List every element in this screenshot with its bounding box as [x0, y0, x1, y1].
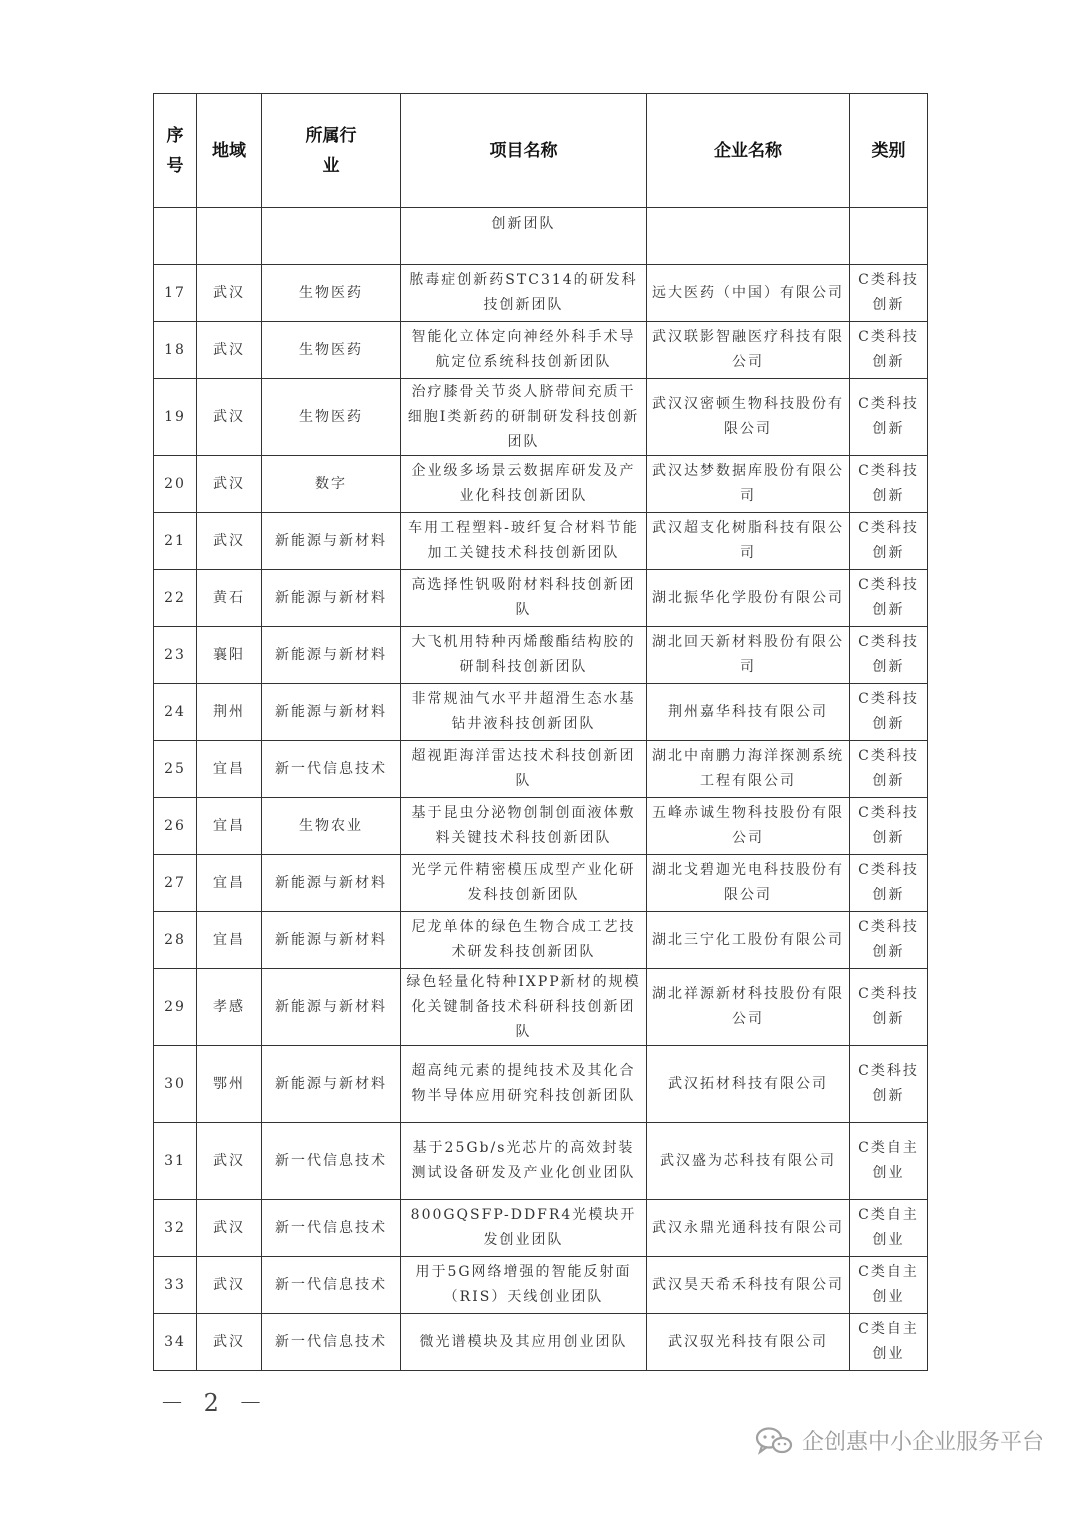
table-row	[154, 684, 928, 741]
header-project: 项目名称	[401, 94, 647, 208]
cell-company: 荆州嘉华科技有限公司	[647, 684, 850, 741]
cell-project: 非常规油气水平井超滑生态水基钻井液科技创新团队	[401, 684, 647, 741]
cell-company: 武汉永鼎光通科技有限公司	[647, 1200, 850, 1257]
cell-region: 武汉	[197, 379, 262, 456]
cell-seq: 27	[154, 855, 197, 912]
cell-industry: 新能源与新材料	[262, 912, 401, 969]
cell-seq: 18	[154, 322, 197, 379]
cell-seq: 32	[154, 1200, 197, 1257]
cell-project: 脓毒症创新药STC314的研发科技创新团队	[401, 265, 647, 322]
cell-seq: 34	[154, 1314, 197, 1371]
header-category: 类别	[850, 94, 928, 208]
cell-region: 武汉	[197, 456, 262, 513]
cell-region: 荆州	[197, 684, 262, 741]
cell-category: C类自主创业	[850, 1314, 928, 1371]
table-row	[154, 1046, 928, 1123]
cell-project: 800GQSFP-DDFR4光模块开发创业团队	[401, 1200, 647, 1257]
cell-region: 武汉	[197, 265, 262, 322]
cell-company: 武汉昊天希禾科技有限公司	[647, 1257, 850, 1314]
cell-region: 孝感	[197, 969, 262, 1046]
cell-company: 武汉拓材科技有限公司	[647, 1046, 850, 1123]
cell-project: 基于昆虫分泌物创制创面液体敷料关键技术科技创新团队	[401, 798, 647, 855]
cell-industry: 生物医药	[262, 265, 401, 322]
cell-category: C类科技创新	[850, 1046, 928, 1123]
table-row	[154, 855, 928, 912]
cell-region: 宜昌	[197, 741, 262, 798]
cell-industry: 新能源与新材料	[262, 855, 401, 912]
cell-project: 大飞机用特种丙烯酸酯结构胶的研制科技创新团队	[401, 627, 647, 684]
cell-company: 远大医药（中国）有限公司	[647, 265, 850, 322]
cell-region: 武汉	[197, 322, 262, 379]
cell-industry: 新能源与新材料	[262, 570, 401, 627]
cell-category: C类科技创新	[850, 627, 928, 684]
cell-industry: 生物医药	[262, 322, 401, 379]
cell-seq: 30	[154, 1046, 197, 1123]
cell-category: C类科技创新	[850, 322, 928, 379]
cell-category: C类科技创新	[850, 513, 928, 570]
table-row	[154, 912, 928, 969]
table-row	[154, 1200, 928, 1257]
watermark	[754, 1425, 1044, 1456]
table-header-row	[154, 94, 928, 208]
cell-category: C类科技创新	[850, 456, 928, 513]
header-seq: 序号	[154, 94, 197, 208]
cell-region: 武汉	[197, 1123, 262, 1200]
cell-project: 超视距海洋雷达技术科技创新团队	[401, 741, 647, 798]
cell-region: 鄂州	[197, 1046, 262, 1123]
cell-category: C类科技创新	[850, 379, 928, 456]
table-row	[154, 969, 928, 1046]
cell-industry: 生物农业	[262, 798, 401, 855]
cell-company: 武汉联影智融医疗科技有限公司	[647, 322, 850, 379]
cell-category: C类科技创新	[850, 684, 928, 741]
cell-category: C类自主创业	[850, 1123, 928, 1200]
cell-seq: 20	[154, 456, 197, 513]
table-row	[154, 1257, 928, 1314]
cell-company: 湖北三宁化工股份有限公司	[647, 912, 850, 969]
cell-project: 光学元件精密模压成型产业化研发科技创新团队	[401, 855, 647, 912]
table-row	[154, 322, 928, 379]
cell-project: 超高纯元素的提纯技术及其化合物半导体应用研究科技创新团队	[401, 1046, 647, 1123]
wechat-icon	[754, 1426, 794, 1456]
cell-project: 治疗膝骨关节炎人脐带间充质干细胞Ⅰ类新药的研制研发科技创新团队	[401, 379, 647, 456]
cell-industry: 数字	[262, 456, 401, 513]
cell-region: 黄石	[197, 570, 262, 627]
cell-industry: 新一代信息技术	[262, 1200, 401, 1257]
cell-industry: 新一代信息技术	[262, 1123, 401, 1200]
cell-category: C类科技创新	[850, 570, 928, 627]
cell-industry: 新一代信息技术	[262, 741, 401, 798]
cell-region: 宜昌	[197, 912, 262, 969]
header-company: 企业名称	[647, 94, 850, 208]
cell-seq: 19	[154, 379, 197, 456]
cell-project: 基于25Gb/s光芯片的高效封装测试设备研发及产业化创业团队	[401, 1123, 647, 1200]
cell-company: 湖北戈碧迦光电科技股份有限公司	[647, 855, 850, 912]
cell-region: 武汉	[197, 1314, 262, 1371]
cell-category: C类科技创新	[850, 741, 928, 798]
table-row	[154, 798, 928, 855]
header-industry: 所属行业	[262, 94, 401, 208]
table-row	[154, 627, 928, 684]
table-row	[154, 570, 928, 627]
cell-industry: 新能源与新材料	[262, 627, 401, 684]
cell-region: 武汉	[197, 1200, 262, 1257]
cell-seq: 22	[154, 570, 197, 627]
cell-company: 武汉驭光科技有限公司	[647, 1314, 850, 1371]
cell-company: 湖北中南鹏力海洋探测系统工程有限公司	[647, 741, 850, 798]
cell-category: C类自主创业	[850, 1200, 928, 1257]
cell-project: 企业级多场景云数据库研发及产业化科技创新团队	[401, 456, 647, 513]
page-number: － 2 －	[160, 1389, 269, 1417]
cell-region: 襄阳	[197, 627, 262, 684]
table-row	[154, 1314, 928, 1371]
cell-category: C类科技创新	[850, 912, 928, 969]
cell-company: 武汉达梦数据库股份有限公司	[647, 456, 850, 513]
cell-category: C类科技创新	[850, 855, 928, 912]
cell-company: 武汉盛为芯科技有限公司	[647, 1123, 850, 1200]
cell-project: 尼龙单体的绿色生物合成工艺技术研发科技创新团队	[401, 912, 647, 969]
cell-company: 湖北回天新材料股份有限公司	[647, 627, 850, 684]
cell-seq: 23	[154, 627, 197, 684]
cell-project: 微光谱模块及其应用创业团队	[401, 1314, 647, 1371]
cell-category: C类科技创新	[850, 969, 928, 1046]
cell-industry: 生物医药	[262, 379, 401, 456]
cell-region: 武汉	[197, 1257, 262, 1314]
cell-seq: 17	[154, 265, 197, 322]
watermark-text: 企创惠中小企业服务平台	[801, 1430, 1044, 1455]
table-row	[154, 379, 928, 456]
cell-seq: 29	[154, 969, 197, 1046]
cell-seq: 28	[154, 912, 197, 969]
project-table	[153, 93, 928, 1371]
cell-project: 绿色轻量化特种IXPP新材的规模化关键制备技术科研科技创新团队	[401, 969, 647, 1046]
cell-company: 武汉汉密顿生物科技股份有限公司	[647, 379, 850, 456]
cell-category: C类科技创新	[850, 265, 928, 322]
cell-region: 宜昌	[197, 798, 262, 855]
cell-seq: 21	[154, 513, 197, 570]
cell-region: 宜昌	[197, 855, 262, 912]
continuation-row	[154, 208, 928, 265]
header-region: 地域	[197, 94, 262, 208]
cell-company: 五峰赤诚生物科技股份有限公司	[647, 798, 850, 855]
cell-industry: 新一代信息技术	[262, 1314, 401, 1371]
cell-company: 湖北祥源新材科技股份有限公司	[647, 969, 850, 1046]
cell-industry: 新能源与新材料	[262, 513, 401, 570]
continuation-text: 创新团队	[401, 208, 647, 265]
cell-region: 武汉	[197, 513, 262, 570]
cell-seq: 25	[154, 741, 197, 798]
cell-project: 用于5G网络增强的智能反射面（RIS）天线创业团队	[401, 1257, 647, 1314]
table-row	[154, 1123, 928, 1200]
cell-seq: 24	[154, 684, 197, 741]
table-row	[154, 741, 928, 798]
table-row	[154, 456, 928, 513]
cell-category: C类自主创业	[850, 1257, 928, 1314]
cell-company: 武汉超支化树脂科技有限公司	[647, 513, 850, 570]
cell-industry: 新能源与新材料	[262, 1046, 401, 1123]
cell-project: 智能化立体定向神经外科手术导航定位系统科技创新团队	[401, 322, 647, 379]
cell-company: 湖北振华化学股份有限公司	[647, 570, 850, 627]
table-row	[154, 265, 928, 322]
cell-seq: 31	[154, 1123, 197, 1200]
cell-project: 高选择性钒吸附材料科技创新团队	[401, 570, 647, 627]
cell-seq: 26	[154, 798, 197, 855]
cell-project: 车用工程塑料-玻纤复合材料节能加工关键技术科技创新团队	[401, 513, 647, 570]
cell-industry: 新能源与新材料	[262, 969, 401, 1046]
cell-industry: 新能源与新材料	[262, 684, 401, 741]
table-row	[154, 513, 928, 570]
cell-category: C类科技创新	[850, 798, 928, 855]
cell-seq: 33	[154, 1257, 197, 1314]
cell-industry: 新一代信息技术	[262, 1257, 401, 1314]
